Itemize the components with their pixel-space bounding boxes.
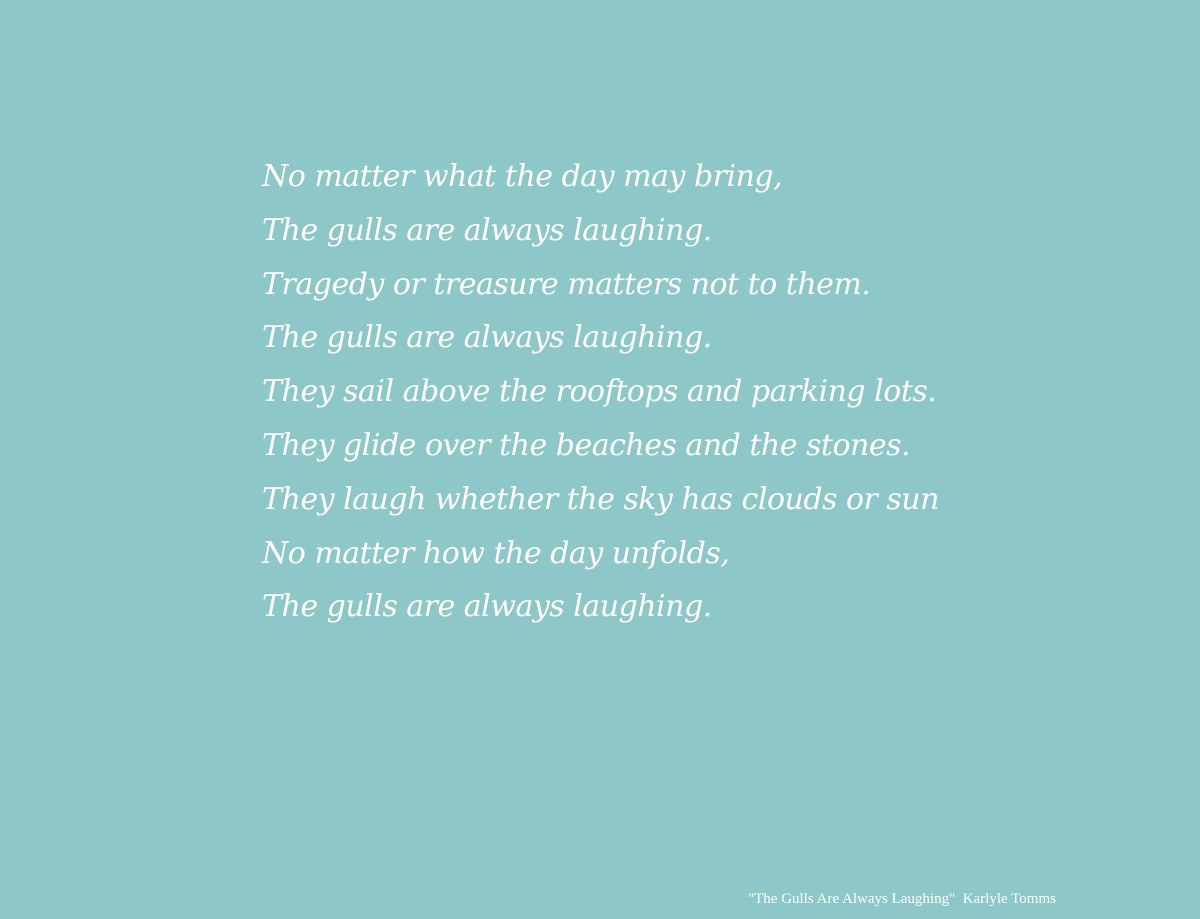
poem-line: No matter how the day unfolds, xyxy=(262,535,730,571)
poem-author: Karlyle Tomms xyxy=(962,891,1056,907)
poem-line: Tragedy or treasure matters not to them. xyxy=(262,266,871,302)
poem-line: They sail above the rooftops and parking lots. xyxy=(262,374,937,410)
poem-line: They glide over the beaches and the stones. xyxy=(262,427,911,463)
poem-line: The gulls are always laughing. xyxy=(262,320,712,356)
poem-credit xyxy=(748,890,1056,908)
poem-line: The gulls are always laughing. xyxy=(262,589,712,625)
poem-title: "The Gulls Are Always Laughing" xyxy=(748,891,956,907)
poem-line: No matter what the day may bring, xyxy=(262,159,783,194)
poem-body xyxy=(262,150,939,634)
poem-line: They laugh whether the sky has clouds or sun xyxy=(262,481,939,517)
poem-line: The gulls are always laughing. xyxy=(262,212,712,248)
